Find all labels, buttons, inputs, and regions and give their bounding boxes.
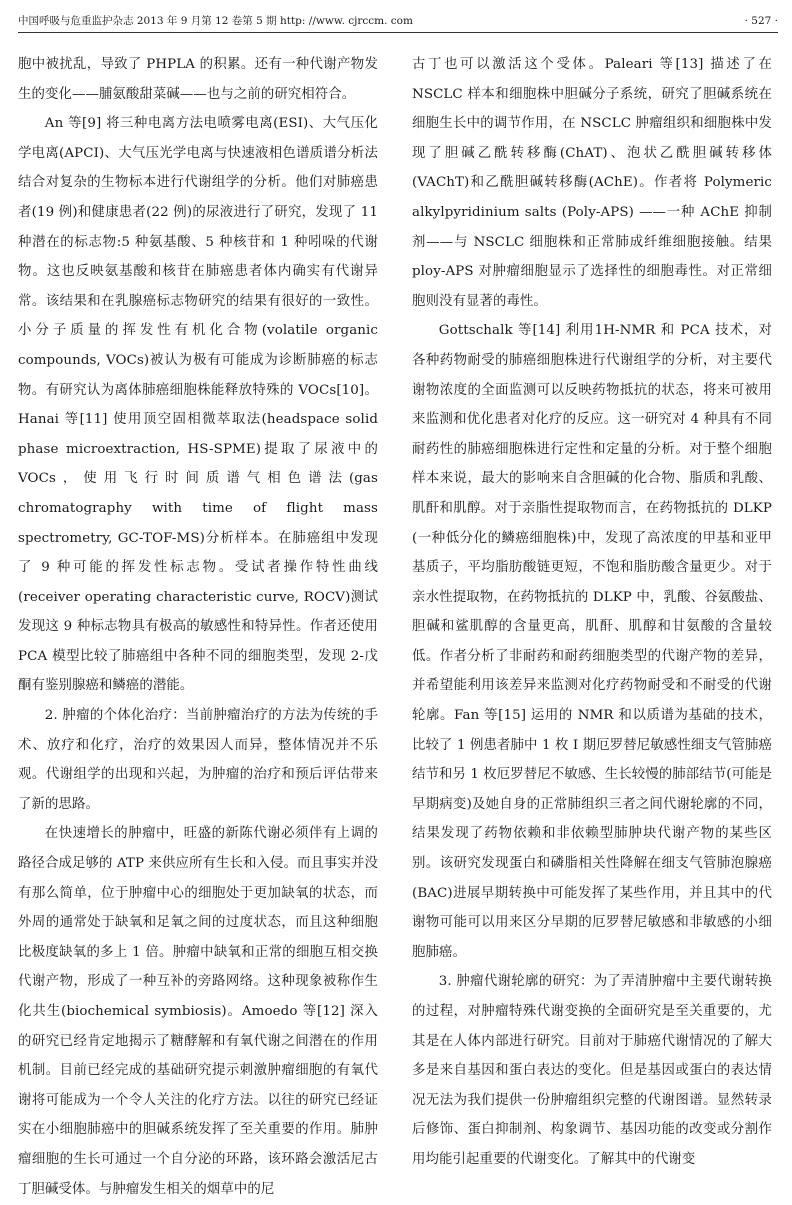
paragraph: 2. 肿瘤的个体化治疗：当前肿瘤治疗的方法为传统的手术、放疗和化疗，治疗的效果因人而异，整体情况并不乐观。代谢组学的出现和兴起，为肿瘤的治疗和预后评估带来了新的思路。: [18, 708, 378, 812]
paragraph: An 等[9] 将三种电离方法电喷雾电离(ESI)、大气压化学电离(APCI)、大气压光学电离与快速液相色谱质谱分析法结合对复杂的生物标本进行代谢组学的分析。他们对肺癌患者(19 例)和健康患者(22 例)的尿液进行了研究，发现了 11 种潜在的标志物:5 种氨基酸、5 种核苷和 1 种吲哚的代谢物。这也反映氨基酸和核苷在肺癌患者体内确实有代谢异常。该结果和在乳腺癌标志物研究的结果有很好的一致性。小分子质量的挥发性有机化合物(volatile organic compounds, VOCs)被认为极有可能成为诊断肺癌的标志物。有研究认为离体肺癌细胞株能释放特殊的 VOCs[10]。Hanai 等[11] 使用顶空固相微萃取法(headspace solid phase microextraction, HS-SPME)提取了尿液中的 VOCs，使用飞行时间质谱气相色谱法(gas chromatography with time of flight mass spectrometry, GC-TOF-MS)分析样本。在肺癌组中发现了 9 种可能的挥发性标志物。受试者操作特性曲线(receiver operating characteristic curve, ROCV)测试发现这 9 种标志物具有极高的敏感性和特异性。作者还使用 PCA 模型比较了肺癌组中各种不同的细胞类型，发现 2-戊酮有鉴别腺癌和鳞癌的潜能。: [18, 116, 378, 694]
page-number: · 527 ·: [744, 15, 778, 27]
left-column: [18, 50, 378, 1204]
paragraph: Gottschalk 等[14] 利用1H-NMR 和 PCA 技术，对各种药物耐受的肺癌细胞株进行代谢组学的分析，对主要代谢物浓度的全面监测可以反映药物抵抗的状态，将来可被用来监测和优化患者对化疗的反应。这一研究对 4 种具有不同耐药性的肺癌细胞株进行定性和定量的分析。对于整个细胞样本来说，最大的影响来自含胆碱的化合物、脂质和乳酸、肌酐和肌醇。对于亲脂性提取物而言，在药物抵抗的 DLKP (一种低分化的鳞癌细胞株)中，发现了高浓度的甲基和亚甲基质子，平均脂肪酸链更短，不饱和脂肪酸含量更少。对于亲水性提取物，在药物抵抗的 DLKP 中，乳酸、谷氨酸盐、胆碱和鲨肌醇的含量更高，肌酐、肌醇和甘氨酸的含量较低。作者分析了非耐药和耐药细胞类型的代谢产物的差异，并希望能利用该差异来监测对化疗药物耐受和不耐受的代谢轮廓。Fan 等[15] 运用的 NMR 和以质谱为基础的技术，比较了 1 例患者肺中 1 枚 Ⅰ 期厄罗替尼敏感性细支气管肺癌结节和另 1 枚厄罗替尼不敏感、生长较慢的肺部结节(可能是早期病变)及她自身的正常肺组织三者之间代谢轮廓的不同，结果发现了药物依赖和非依赖型肺肿块代谢产物的某些区别。该研究发现蛋白和磷脂相关性降解在细支气管肺泡腺癌(BAC)进展早期转换中可能发挥了某些作用，并且其中的代谢物可能可以用来区分早期的厄罗替尼敏感和非敏感的小细胞肺癌。: [412, 323, 772, 960]
running-header: [18, 10, 778, 33]
paragraph: 胞中被扰乱，导致了 PHPLA 的积累。还有一种代谢产物发生的变化——脯氨酸甜菜碱——也与之前的研究相符合。: [18, 57, 378, 102]
journal-citation: 中国呼吸与危重监护杂志 2013 年 9 月第 12 卷第 5 期 http: //www. cjrccm. com: [18, 15, 413, 27]
paragraph: 古丁也可以激活这个受体。Paleari 等[13] 描述了在 NSCLC 样本和细胞株中胆碱分子系统，研究了胆碱系统在细胞生长中的调节作用，在 NSCLC 肿瘤组织和细胞株中发现了胆碱乙酰转移酶(ChAT)、泡状乙酰胆碱转移体(VAChT)和乙酰胆碱转移酶(AChE)。作者将 Polymeric alkylpyridinium salts (Poly-APS) ——一种 AChE 抑制剂——与 NSCLC 细胞株和正常肺成纤维细胞接触。结果 ploy-APS 对肿瘤细胞显示了选择性的细胞毒性。对正常细胞则没有显著的毒性。: [412, 57, 772, 309]
right-column: [412, 50, 772, 1175]
paragraph: 在快速增长的肿瘤中，旺盛的新陈代谢必须伴有上调的路径合成足够的 ATP 来供应所有生长和入侵。而且事实并没有那么简单，位于肿瘤中心的细胞处于更加缺氧的状态，而外周的通常处于缺氧和足氧之间的过度状态，而且这种细胞比极度缺氧的多上 1 倍。肿瘤中缺氧和正常的细胞互相交换代谢产物，形成了一种互补的旁路网络。这种现象被称作生化共生(biochemical symbiosis)。Amoedo 等[12] 深入的研究已经肯定地揭示了糖酵解和有氧代谢之间潜在的作用机制。目前已经完成的基础研究提示刺激肿瘤细胞的有氧代谢将可能成为一个令人关注的化疗方法。以往的研究已经证实在小细胞肺癌中的胆碱系统发挥了至关重要的作用。肺肿瘤细胞的生长可通过一个自分泌的环路，该环路会激活尼古丁胆碱受体。与肿瘤发生相关的烟草中的尼: [18, 826, 378, 1197]
paragraph: 3. 肿瘤代谢轮廓的研究：为了弄清肿瘤中主要代谢转换的过程，对肿瘤特殊代谢变换的全面研究是至关重要的，尤其是在人体内部进行研究。目前对于肺癌代谢情况的了解大多是来自基因和蛋白表达的变化。但是基因或蛋白的表达情况无法为我们提供一份肿瘤组织完整的代谢图谱。显然转录后修饰、蛋白抑制剂、构象调节、基因功能的改变或分割作用均能引起重要的代谢变化。了解其中的代谢变: [412, 974, 772, 1167]
